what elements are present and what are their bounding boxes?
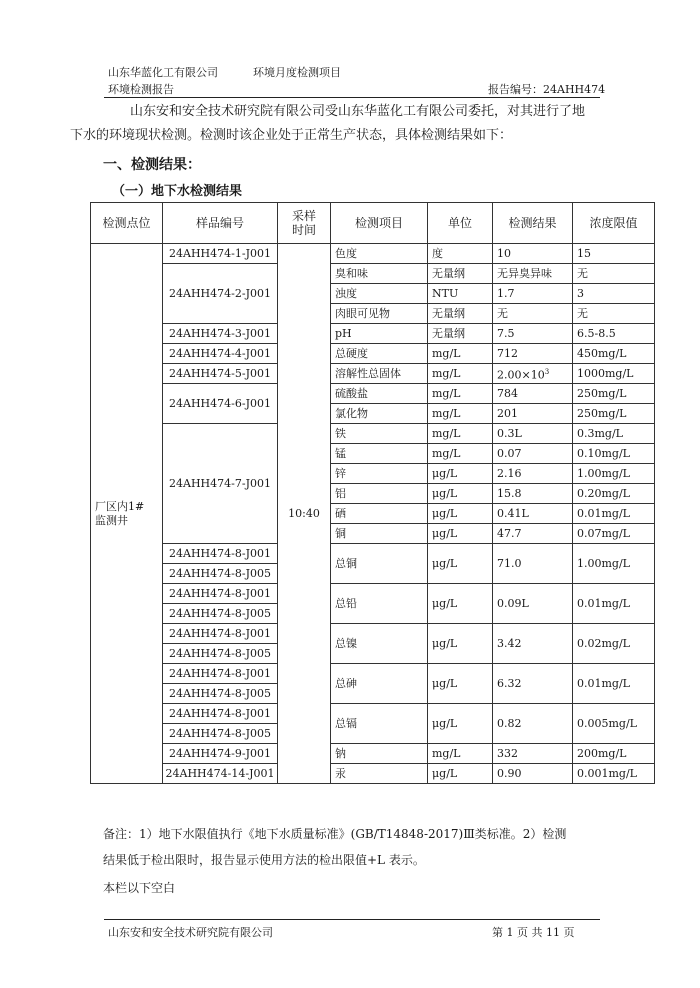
result: 332	[493, 744, 573, 764]
unit: mg/L	[428, 444, 493, 464]
footer-page-number: 第 1 页 共 11 页	[492, 926, 575, 939]
sample-id: 24AHH474-8-J001	[163, 624, 278, 644]
result: 1.7	[493, 284, 573, 304]
sample-id: 24AHH474-8-J005	[163, 564, 278, 584]
limit: 6.5-8.5	[573, 324, 655, 344]
sample-id: 24AHH474-7-J001	[163, 424, 278, 544]
result: 3.42	[493, 624, 573, 664]
unit: 无量纲	[428, 304, 493, 324]
table-row	[91, 624, 655, 644]
limit: 1000mg/L	[573, 364, 655, 384]
test-item: 锰	[331, 444, 428, 464]
header-divider	[104, 97, 600, 98]
test-item: 硒	[331, 504, 428, 524]
header-line-1	[108, 64, 341, 80]
limit: 450mg/L	[573, 344, 655, 364]
limit: 0.005mg/L	[573, 704, 655, 744]
unit: μg/L	[428, 504, 493, 524]
test-item: 铝	[331, 484, 428, 504]
sample-id: 24AHH474-5-J001	[163, 364, 278, 384]
limit: 无	[573, 264, 655, 284]
blank-below-note: 本栏以下空白	[103, 881, 176, 895]
test-item: 铁	[331, 424, 428, 444]
header-project: 环境月度检测项目	[253, 66, 341, 79]
result: 0.07	[493, 444, 573, 464]
test-item: 铜	[331, 524, 428, 544]
unit: μg/L	[428, 484, 493, 504]
header-result: 检测结果	[493, 203, 573, 244]
test-item: 色度	[331, 244, 428, 264]
sample-id: 24AHH474-14-J001	[163, 764, 278, 784]
header-time: 采样 时间	[278, 203, 331, 244]
unit: μg/L	[428, 664, 493, 704]
test-item: 总镍	[331, 624, 428, 664]
test-item: 臭和味	[331, 264, 428, 284]
section-title: 一、检测结果：	[103, 157, 201, 173]
table-row	[91, 764, 655, 784]
note-line-2: 结果低于检出限时，报告显示使用方法的检出限值+L 表示。	[103, 853, 425, 867]
limit: 1.00mg/L	[573, 464, 655, 484]
unit: mg/L	[428, 384, 493, 404]
note-line-1: 备注：1）地下水限值执行《地下水质量标准》(GB/T14848-2017)Ⅲ类标准。2）检测	[103, 827, 567, 841]
test-item: 总砷	[331, 664, 428, 704]
result: 0.41L	[493, 504, 573, 524]
unit: mg/L	[428, 344, 493, 364]
unit: μg/L	[428, 464, 493, 484]
header-limit: 浓度限值	[573, 203, 655, 244]
test-item: 氯化物	[331, 404, 428, 424]
table-row	[91, 584, 655, 604]
limit: 1.00mg/L	[573, 544, 655, 584]
limit: 250mg/L	[573, 384, 655, 404]
limit: 200mg/L	[573, 744, 655, 764]
unit: mg/L	[428, 404, 493, 424]
table-row	[91, 744, 655, 764]
unit: 度	[428, 244, 493, 264]
header-report-type: 环境检测报告	[108, 83, 174, 96]
test-item: 汞	[331, 764, 428, 784]
unit: μg/L	[428, 584, 493, 624]
result: 47.7	[493, 524, 573, 544]
footer-organization: 山东安和安全技术研究院有限公司	[108, 926, 273, 939]
header-unit: 单位	[428, 203, 493, 244]
unit: μg/L	[428, 624, 493, 664]
table-row	[91, 264, 655, 284]
sample-id: 24AHH474-6-J001	[163, 384, 278, 424]
test-item: 浊度	[331, 284, 428, 304]
result: 0.09L	[493, 584, 573, 624]
sample-id: 24AHH474-2-J001	[163, 264, 278, 324]
result: 0.82	[493, 704, 573, 744]
sample-id: 24AHH474-4-J001	[163, 344, 278, 364]
test-item: pH	[331, 324, 428, 344]
result: 6.32	[493, 664, 573, 704]
header-company: 山东华蓝化工有限公司	[108, 66, 218, 79]
table-row	[91, 424, 655, 444]
unit: 无量纲	[428, 264, 493, 284]
result: 无	[493, 304, 573, 324]
result: 10	[493, 244, 573, 264]
result: 2.16	[493, 464, 573, 484]
result: 201	[493, 404, 573, 424]
result: 784	[493, 384, 573, 404]
limit: 250mg/L	[573, 404, 655, 424]
test-item: 锌	[331, 464, 428, 484]
limit: 0.20mg/L	[573, 484, 655, 504]
table-row	[91, 344, 655, 364]
limit: 0.001mg/L	[573, 764, 655, 784]
table-row	[91, 704, 655, 724]
header-point: 检测点位	[91, 203, 163, 244]
limit: 3	[573, 284, 655, 304]
header-report-number: 报告编号：24AHH474	[488, 83, 606, 96]
sample-id: 24AHH474-3-J001	[163, 324, 278, 344]
sample-id: 24AHH474-8-J005	[163, 724, 278, 744]
limit: 0.01mg/L	[573, 664, 655, 704]
unit: mg/L	[428, 744, 493, 764]
unit: 无量纲	[428, 324, 493, 344]
test-item: 溶解性总固体	[331, 364, 428, 384]
test-item: 总铅	[331, 584, 428, 624]
unit: μg/L	[428, 764, 493, 784]
monitoring-point: 厂区内1# 监测井	[91, 244, 163, 784]
result: 0.90	[493, 764, 573, 784]
limit: 0.07mg/L	[573, 524, 655, 544]
result: $2.00\times 10^3$	[493, 364, 573, 384]
table-header-row	[91, 203, 655, 244]
unit: mg/L	[428, 364, 493, 384]
sample-id: 24AHH474-8-J005	[163, 644, 278, 664]
sample-id: 24AHH474-1-J001	[163, 244, 278, 264]
result: 712	[493, 344, 573, 364]
sample-id: 24AHH474-8-J005	[163, 604, 278, 624]
unit: NTU	[428, 284, 493, 304]
test-item: 钠	[331, 744, 428, 764]
table-row	[91, 324, 655, 344]
groundwater-results-table	[90, 202, 655, 784]
limit: 0.01mg/L	[573, 584, 655, 624]
header-item: 检测项目	[331, 203, 428, 244]
header-sample: 样品编号	[163, 203, 278, 244]
result-exponent: 3	[544, 367, 550, 376]
sample-id: 24AHH474-9-J001	[163, 744, 278, 764]
unit: μg/L	[428, 524, 493, 544]
test-item: 总硬度	[331, 344, 428, 364]
intro-paragraph	[70, 100, 610, 148]
sample-id: 24AHH474-8-J005	[163, 684, 278, 704]
intro-line-1: 山东安和安全技术研究院有限公司受山东华蓝化工有限公司委托，对其进行了地	[130, 104, 586, 119]
table-row	[91, 544, 655, 564]
sampling-time: 10:40	[278, 244, 331, 784]
limit: 0.02mg/L	[573, 624, 655, 664]
sample-id: 24AHH474-8-J001	[163, 544, 278, 564]
intro-line-2: 下水的环境现状检测。检测时该企业处于正常生产状态，具体检测结果如下：	[70, 128, 513, 143]
result: 15.8	[493, 484, 573, 504]
subsection-title: （一）地下水检测结果	[112, 184, 243, 199]
sample-id: 24AHH474-8-J001	[163, 584, 278, 604]
unit: μg/L	[428, 544, 493, 584]
limit: 0.01mg/L	[573, 504, 655, 524]
result: 7.5	[493, 324, 573, 344]
footer-divider	[104, 919, 600, 920]
test-item: 总铜	[331, 544, 428, 584]
sample-id: 24AHH474-8-J001	[163, 664, 278, 684]
unit: mg/L	[428, 424, 493, 444]
unit: μg/L	[428, 704, 493, 744]
limit: 0.10mg/L	[573, 444, 655, 464]
table-row	[91, 384, 655, 404]
table-row	[91, 364, 655, 384]
result: 0.3L	[493, 424, 573, 444]
table-row	[91, 244, 655, 264]
result: 无异臭异味	[493, 264, 573, 284]
result: 71.0	[493, 544, 573, 584]
sample-id: 24AHH474-8-J001	[163, 704, 278, 724]
table-row	[91, 664, 655, 684]
test-item: 总镉	[331, 704, 428, 744]
limit: 0.3mg/L	[573, 424, 655, 444]
test-item: 肉眼可见物	[331, 304, 428, 324]
limit: 无	[573, 304, 655, 324]
test-item: 硫酸盐	[331, 384, 428, 404]
limit: 15	[573, 244, 655, 264]
